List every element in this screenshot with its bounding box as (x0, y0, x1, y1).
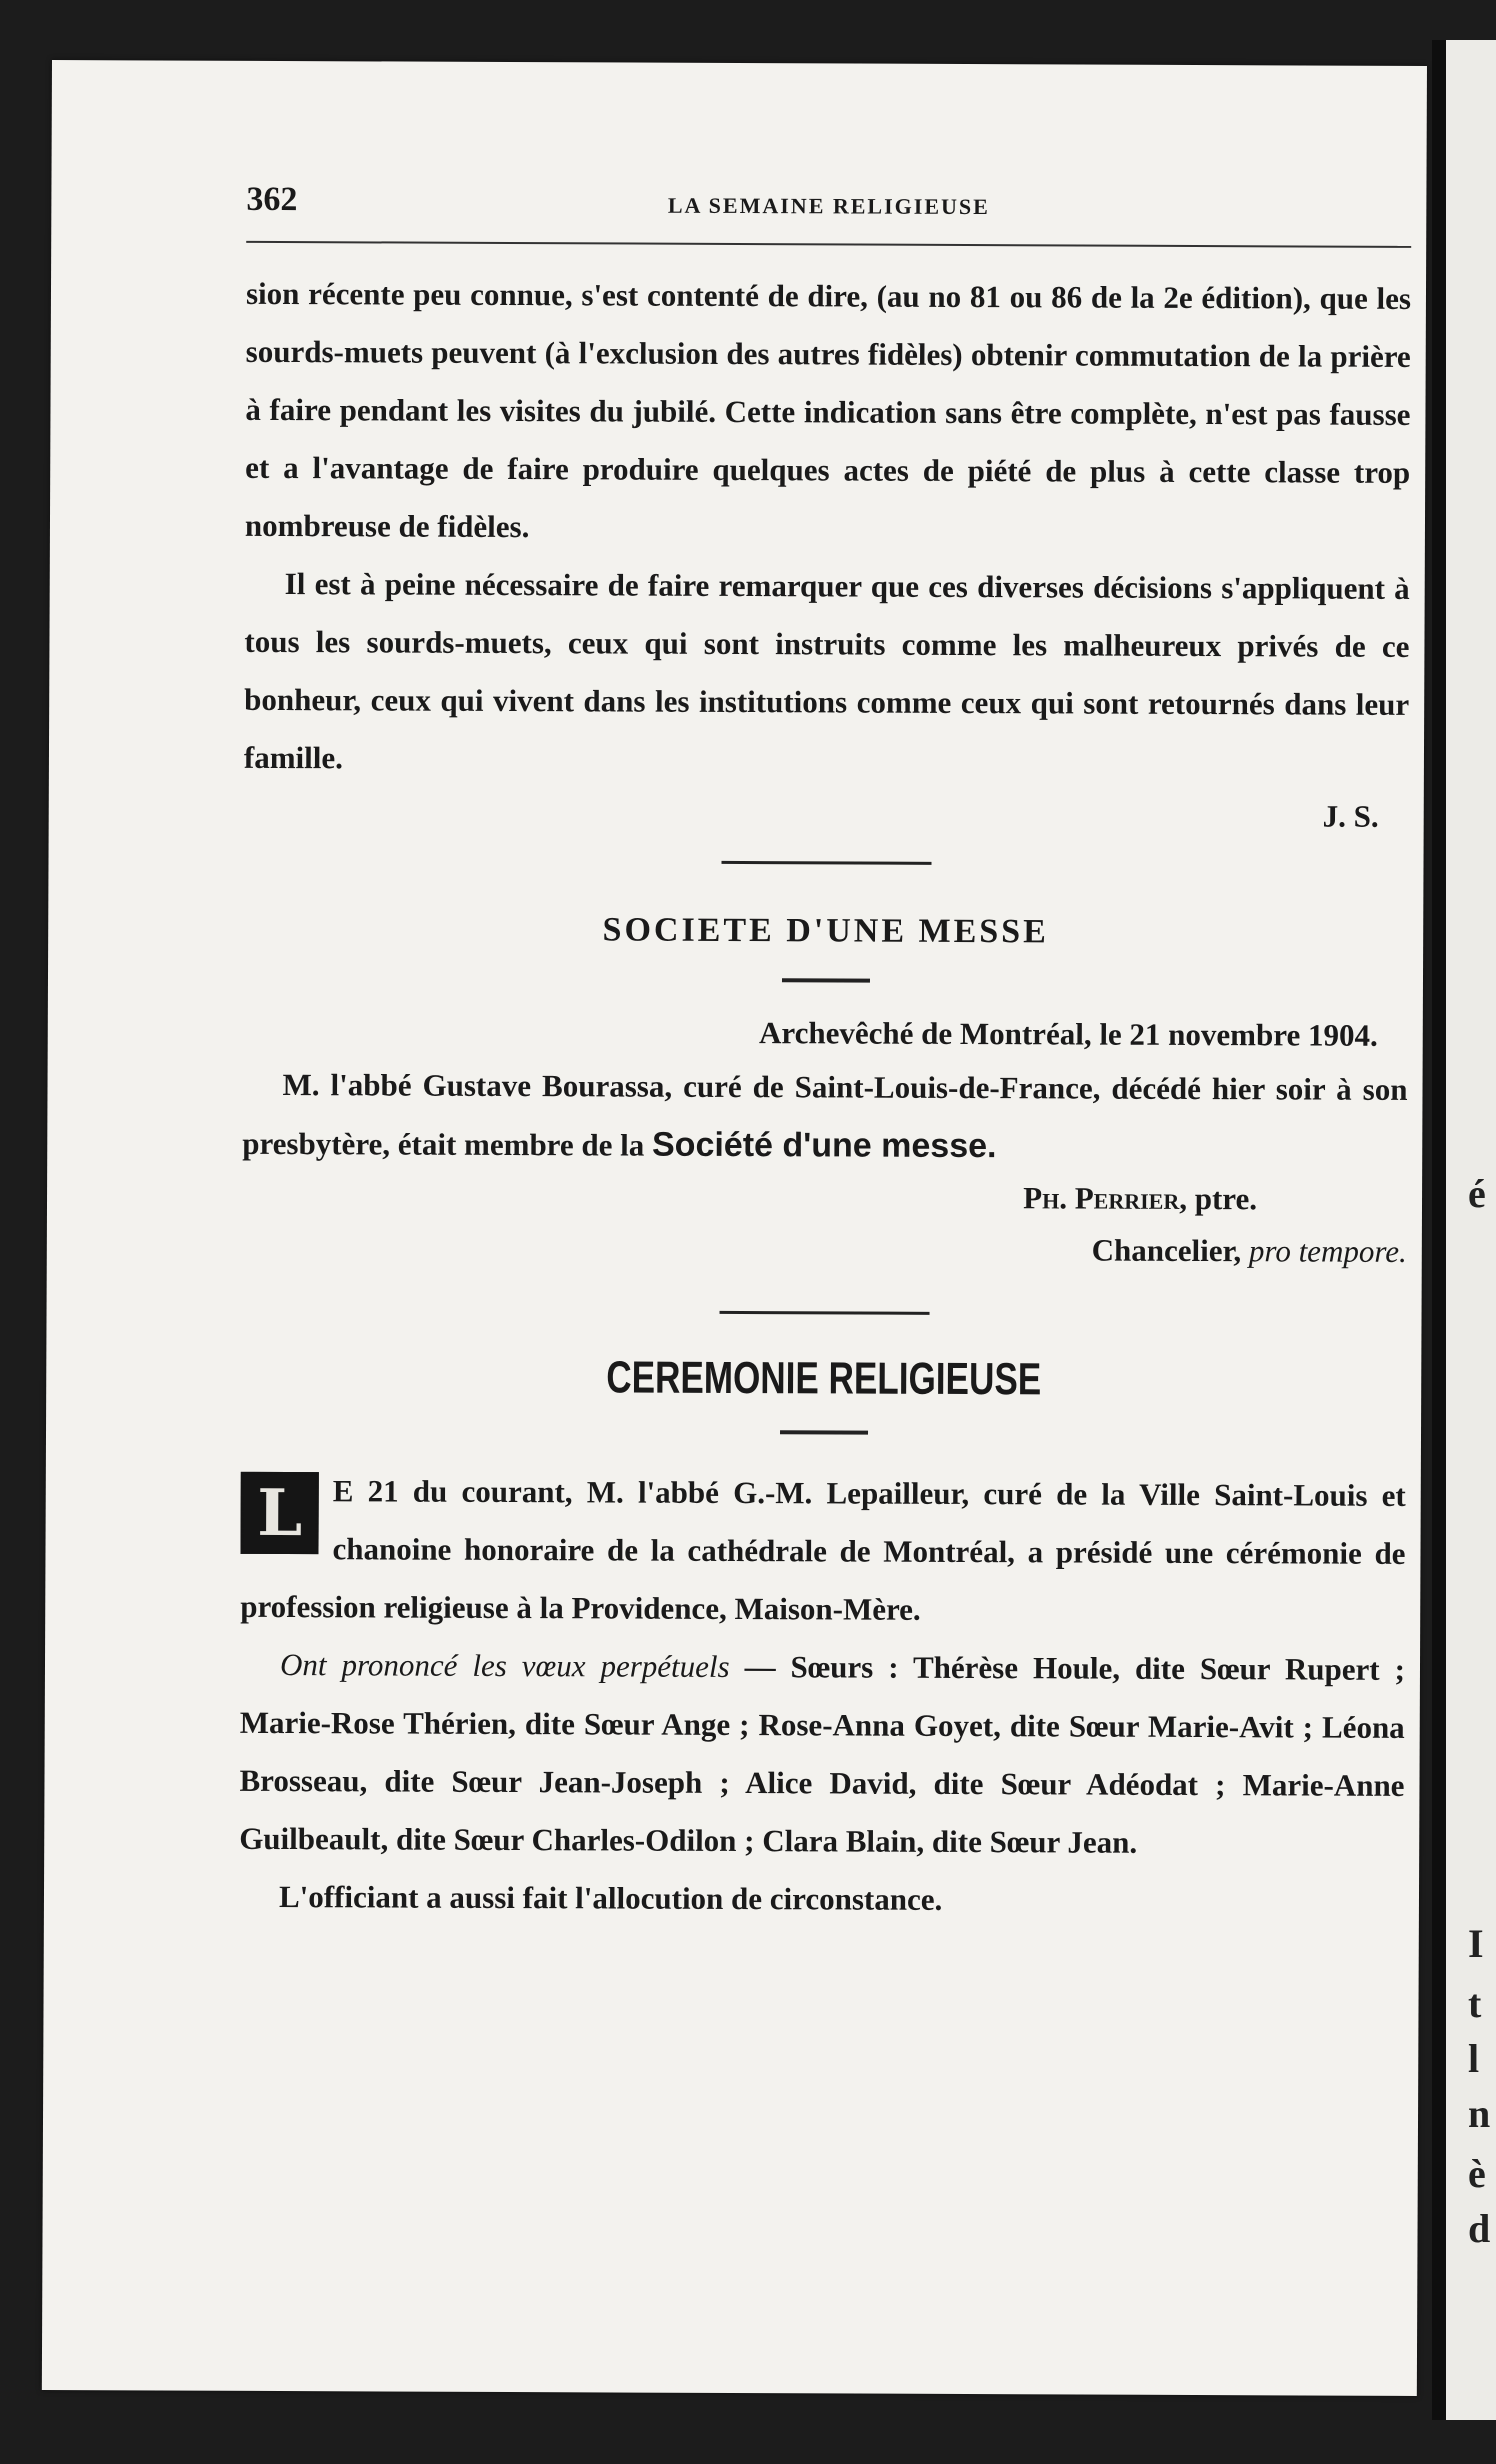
section3-paragraph-2-italic: Ont prononcé les vœux perpétuels (279, 1647, 730, 1684)
section2-body (242, 1056, 1407, 1178)
facing-page-fragment: l (1468, 2036, 1480, 2081)
title-underline (780, 1430, 868, 1434)
article1-signature: J. S. (1322, 798, 1379, 834)
section-divider (719, 1311, 929, 1315)
section2-signer (242, 1169, 1407, 1226)
section2-body-text: M. l'abbé Gustave Bourassa, curé de Saint-Louis-de-France, décédé hier soir à son presbytère, était membre de la (242, 1067, 1408, 1163)
facing-page-fragment: d (1468, 2206, 1491, 2251)
page-number: 362 (246, 180, 298, 219)
facing-page-fragment: è (1468, 2151, 1486, 2196)
article1-paragraph-2: Il est à peine nécessaire de faire remarquer que ces diverses décisions s'appliquent à tous les sourds-muets, ceux qui sont instruits comme les malheureux privés de ce bonheur, ceux qui vivent dans les institutions comme ceux qui sont retournés dans leur famille. (243, 566, 1410, 776)
section3-paragraph-1-text: E 21 du courant, M. l'abbé G.-M. Lepailleur, curé de la Ville Saint-Louis et chanoine honoraire de la cathédrale de Montréal, a présidé une cérémonie de profession religieuse à la Providence, Maison-Mère. (240, 1473, 1406, 1627)
section3-title: CEREMONIE RELIGIEUSE (606, 1351, 1042, 1405)
section3-paragraph-3: L'officiant a aussi fait l'allocution de circonstance. (278, 1879, 943, 1917)
page-content (239, 181, 1412, 1931)
title-underline (781, 978, 869, 982)
article1-paragraph-1: sion récente peu connue, s'est contenté de dire, (au no 81 ou 86 de la 2e édition), que les sourds-muets peuvent (à l'exclusion des autres fidèles) obtenir commutation de la prière à faire pendant les visites du jubilé. Cette indication sans être complète, n'est pas fausse et a l'avantage de faire produire quelques actes de piété de plus à cette classe trop nombreuse de fidèles. (244, 275, 1412, 545)
scanned-page (42, 60, 1427, 2396)
signer-role: Chancelier, (1091, 1232, 1242, 1269)
dropcap-letter: L (240, 1472, 318, 1554)
section3-paragraph-2-text: — Sœurs : Thérèse Houle, dite Sœur Rupert ; Marie-Rose Thérien, dite Sœur Ange ; Rose-Anna Goyet, dite Sœur Marie-Avit ; Léona Brosseau, dite Sœur Jean-Joseph ; Alice David, dite Sœur Adéodat ; Marie-Anne Guilbeault, dite Sœur Charles-Odilon ; Clara Blain, dite Sœur Jean. (239, 1648, 1406, 1860)
running-title: LA SEMAINE RELIGIEUSE (667, 192, 990, 220)
section2-title: SOCIETE D'UNE MESSE (602, 911, 1049, 951)
facing-page-fragment: n (1468, 2091, 1491, 2136)
section3-paragraph-2 (239, 1636, 1405, 1873)
section2-body-emphasis: Société d'une messe. (651, 1125, 997, 1166)
section2-dateline: Archevêché de Montréal, le 21 novembre 1904. (758, 1015, 1378, 1053)
section3-paragraph-1 (240, 1462, 1406, 1641)
signer-name: Ph. Perrier (1023, 1180, 1180, 1216)
signer-role-italic: pro tempore. (1248, 1233, 1407, 1269)
facing-page-fragment: I (1468, 1921, 1484, 1966)
facing-page-fragment: t (1468, 1981, 1482, 2026)
section2-signer-role (242, 1221, 1407, 1278)
section-divider (721, 861, 931, 865)
running-head (246, 181, 1411, 248)
facing-page-edge (1432, 40, 1496, 2420)
facing-page-fragment: é (1468, 1171, 1486, 1216)
signer-suffix: , ptre. (1179, 1180, 1258, 1217)
